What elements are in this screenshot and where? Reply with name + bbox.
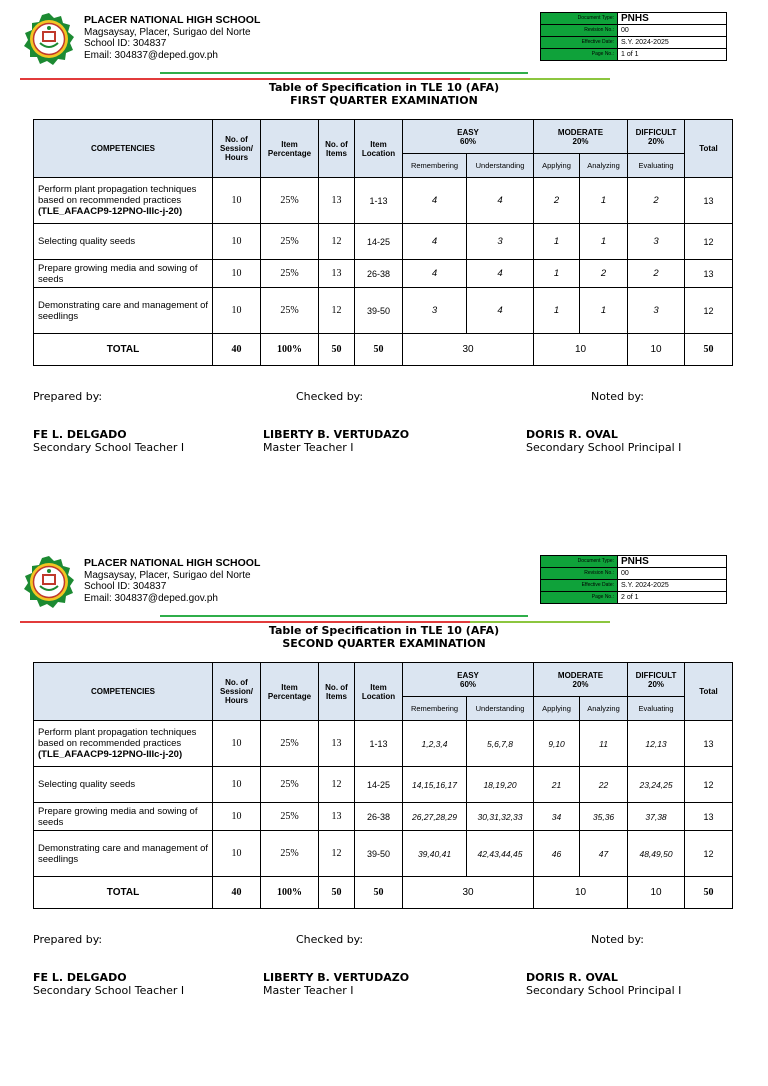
- total-sessions: 40: [213, 334, 261, 366]
- cell-understanding: 4: [467, 288, 534, 334]
- effective-date-label: Effective Date:: [541, 580, 618, 592]
- cell-items: 12: [319, 224, 355, 260]
- col-header-understanding: Understanding: [467, 154, 534, 178]
- total-grand: 50: [685, 877, 733, 909]
- total-location: 50: [355, 334, 403, 366]
- effective-date-value: S.Y. 2024-2025: [618, 37, 727, 49]
- document-type-value: PNHS: [618, 556, 727, 568]
- moderate-percent: 20%: [572, 136, 589, 146]
- cell-items: 12: [319, 288, 355, 334]
- moderate-label: MODERATE: [557, 670, 604, 680]
- moderate-label: MODERATE: [557, 127, 604, 137]
- document-info-table: [540, 12, 727, 61]
- easy-percent: 60%: [460, 136, 477, 146]
- cell-evaluating: 12,13: [628, 721, 685, 767]
- header-divider-red: [20, 78, 470, 80]
- school-header: [84, 15, 260, 61]
- col-header-applying: Applying: [534, 697, 580, 721]
- document-type-value: PNHS: [618, 13, 727, 25]
- col-header-difficult: [628, 120, 685, 154]
- cell-sessions: 10: [213, 767, 261, 803]
- cell-location: 14-25: [355, 767, 403, 803]
- noted-by-label: Noted by:: [591, 933, 644, 946]
- col-header-total: Total: [685, 663, 733, 721]
- cell-sessions: 10: [213, 224, 261, 260]
- cell-understanding: 30,31,32,33: [467, 803, 534, 831]
- cell-applying: 34: [534, 803, 580, 831]
- total-label: TOTAL: [34, 334, 213, 366]
- col-header-applying: Applying: [534, 154, 580, 178]
- noted-by-position: Secondary School Principal I: [526, 441, 682, 454]
- exam-subtitle: SECOND QUARTER EXAMINATION: [282, 637, 486, 650]
- cell-applying: 1: [534, 224, 580, 260]
- total-label: TOTAL: [34, 877, 213, 909]
- cell-total: 12: [685, 288, 733, 334]
- easy-label: EASY: [457, 127, 479, 137]
- revision-no-label: Revision No.:: [541, 568, 618, 580]
- cell-analyzing: 35,36: [580, 803, 628, 831]
- cell-understanding: 18,19,20: [467, 767, 534, 803]
- cell-total: 13: [685, 803, 733, 831]
- cell-location: 26-38: [355, 260, 403, 288]
- total-moderate: 10: [534, 334, 628, 366]
- col-header-no-items: No. of Items: [319, 120, 355, 178]
- competency-text: Perform plant propagation techniques based on recommended practices: [38, 184, 197, 206]
- competency-text: Selecting quality seeds: [38, 236, 136, 247]
- header-divider-lightgreen: [470, 78, 610, 80]
- competency-cell: [34, 178, 213, 224]
- cell-understanding: 3: [467, 224, 534, 260]
- page-no-value: 1 of 1: [618, 49, 727, 61]
- competency-rows: [34, 721, 733, 877]
- revision-no-value: 00: [618, 568, 727, 580]
- noted-by-position: Secondary School Principal I: [526, 984, 682, 997]
- cell-items: 12: [319, 767, 355, 803]
- table-row: [34, 721, 733, 767]
- document-type-label: Document Type:: [541, 13, 618, 25]
- total-row: [34, 334, 733, 366]
- table-row: [34, 224, 733, 260]
- col-header-evaluating: Evaluating: [628, 697, 685, 721]
- col-header-competencies: COMPETENCIES: [34, 663, 213, 721]
- competency-text: Prepare growing media and sowing of seeds: [38, 805, 198, 828]
- cell-location: 14-25: [355, 224, 403, 260]
- cell-evaluating: 37,38: [628, 803, 685, 831]
- competency-text: Demonstrating care and management of seedlings: [38, 842, 209, 865]
- table-row: [34, 178, 733, 224]
- cell-analyzing: 22: [580, 767, 628, 803]
- competency-cell: [34, 831, 213, 877]
- cell-analyzing: 47: [580, 831, 628, 877]
- cell-understanding: 4: [467, 260, 534, 288]
- checked-by-name: LIBERTY B. VERTUDAZO: [263, 971, 410, 984]
- cell-sessions: 10: [213, 803, 261, 831]
- noted-by-name: DORIS R. OVAL: [526, 428, 618, 441]
- col-header-item-percentage: Item Percentage: [261, 120, 319, 178]
- table-title: Table of Specification in TLE 10 (AFA): [268, 81, 500, 94]
- cell-sessions: 10: [213, 831, 261, 877]
- cell-pct: 25%: [261, 831, 319, 877]
- cell-sessions: 10: [213, 721, 261, 767]
- cell-pct: 25%: [261, 178, 319, 224]
- noted-by-label: Noted by:: [591, 390, 644, 403]
- total-percentage: 100%: [261, 877, 319, 909]
- revision-no-value: 00: [618, 25, 727, 37]
- cell-sessions: 10: [213, 178, 261, 224]
- prepared-by-name: FE L. DELGADO: [33, 428, 127, 441]
- total-items: 50: [319, 334, 355, 366]
- moderate-percent: 20%: [572, 679, 589, 689]
- cell-location: 26-38: [355, 803, 403, 831]
- difficult-label: DIFFICULT: [635, 127, 677, 137]
- effective-date-label: Effective Date:: [541, 37, 618, 49]
- table-title: Table of Specification in TLE 10 (AFA): [268, 624, 500, 637]
- cell-total: 12: [685, 224, 733, 260]
- checked-by-position: Master Teacher I: [263, 984, 354, 997]
- cell-applying: 2: [534, 178, 580, 224]
- difficult-label: DIFFICULT: [635, 670, 677, 680]
- cell-total: 12: [685, 831, 733, 877]
- col-header-moderate: [534, 663, 628, 697]
- cell-remembering: 4: [403, 224, 467, 260]
- tos-page: [0, 543, 768, 1086]
- col-header-remembering: Remembering: [403, 154, 467, 178]
- cell-location: 1-13: [355, 721, 403, 767]
- specification-table: [33, 662, 733, 909]
- school-header: [84, 558, 260, 604]
- cell-remembering: 4: [403, 260, 467, 288]
- table-row: [34, 803, 733, 831]
- cell-sessions: 10: [213, 288, 261, 334]
- col-header-no-items: No. of Items: [319, 663, 355, 721]
- cell-total: 13: [685, 178, 733, 224]
- cell-understanding: 42,43,44,45: [467, 831, 534, 877]
- page-no-label: Page No.:: [541, 49, 618, 61]
- col-header-sessions: No. of Session/ Hours: [213, 120, 261, 178]
- col-header-item-location: Item Location: [355, 663, 403, 721]
- noted-by-name: DORIS R. OVAL: [526, 971, 618, 984]
- cell-evaluating: 3: [628, 224, 685, 260]
- checked-by-name: LIBERTY B. VERTUDAZO: [263, 428, 410, 441]
- cell-understanding: 5,6,7,8: [467, 721, 534, 767]
- total-items: 50: [319, 877, 355, 909]
- competency-text: Demonstrating care and management of seedlings: [38, 299, 209, 322]
- cell-remembering: 1,2,3,4: [403, 721, 467, 767]
- school-email: Email: 304837@deped.gov.ph: [84, 49, 218, 61]
- cell-items: 12: [319, 831, 355, 877]
- school-address: Magsaysay, Placer, Surigao del Norte: [84, 569, 251, 581]
- school-seal-logo: [22, 555, 76, 609]
- document-type-label: Document Type:: [541, 556, 618, 568]
- cell-remembering: 26,27,28,29: [403, 803, 467, 831]
- cell-analyzing: 1: [580, 178, 628, 224]
- school-email: Email: 304837@deped.gov.ph: [84, 592, 218, 604]
- col-header-total: Total: [685, 120, 733, 178]
- cell-remembering: 14,15,16,17: [403, 767, 467, 803]
- cell-pct: 25%: [261, 260, 319, 288]
- cell-pct: 25%: [261, 767, 319, 803]
- cell-location: 39-50: [355, 288, 403, 334]
- cell-items: 13: [319, 260, 355, 288]
- specification-table: [33, 119, 733, 366]
- cell-analyzing: 11: [580, 721, 628, 767]
- cell-applying: 9,10: [534, 721, 580, 767]
- cell-total: 13: [685, 260, 733, 288]
- page-no-label: Page No.:: [541, 592, 618, 604]
- cell-remembering: 4: [403, 178, 467, 224]
- cell-evaluating: 23,24,25: [628, 767, 685, 803]
- header-divider-lightgreen: [470, 621, 610, 623]
- competency-text: Perform plant propagation techniques based on recommended practices: [38, 727, 197, 749]
- easy-label: EASY: [457, 670, 479, 680]
- prepared-by-label: Prepared by:: [33, 390, 103, 403]
- col-header-moderate: [534, 120, 628, 154]
- cell-location: 1-13: [355, 178, 403, 224]
- cell-applying: 46: [534, 831, 580, 877]
- revision-no-label: Revision No.:: [541, 25, 618, 37]
- col-header-evaluating: Evaluating: [628, 154, 685, 178]
- effective-date-value: S.Y. 2024-2025: [618, 580, 727, 592]
- prepared-by-label: Prepared by:: [33, 933, 103, 946]
- school-address: Magsaysay, Placer, Surigao del Norte: [84, 26, 251, 38]
- col-header-item-location: Item Location: [355, 120, 403, 178]
- cell-total: 12: [685, 767, 733, 803]
- prepared-by-position: Secondary School Teacher I: [33, 441, 185, 454]
- table-row: [34, 260, 733, 288]
- table-row: [34, 288, 733, 334]
- cell-evaluating: 48,49,50: [628, 831, 685, 877]
- cell-applying: 21: [534, 767, 580, 803]
- total-percentage: 100%: [261, 334, 319, 366]
- competency-code: (TLE_AFAACP9-12PNO-IIIc-j-20): [38, 749, 183, 760]
- competency-cell: [34, 260, 213, 288]
- col-header-difficult: [628, 663, 685, 697]
- cell-evaluating: 3: [628, 288, 685, 334]
- difficult-percent: 20%: [648, 679, 665, 689]
- total-moderate: 10: [534, 877, 628, 909]
- col-header-understanding: Understanding: [467, 697, 534, 721]
- school-id: School ID: 304837: [84, 581, 167, 592]
- checked-by-label: Checked by:: [296, 933, 364, 946]
- cell-evaluating: 2: [628, 260, 685, 288]
- total-sessions: 40: [213, 877, 261, 909]
- col-header-easy: [403, 663, 534, 697]
- cell-items: 13: [319, 721, 355, 767]
- cell-analyzing: 1: [580, 224, 628, 260]
- cell-applying: 1: [534, 288, 580, 334]
- school-name: PLACER NATIONAL HIGH SCHOOL: [84, 14, 261, 26]
- cell-remembering: 39,40,41: [403, 831, 467, 877]
- cell-analyzing: 1: [580, 288, 628, 334]
- cell-applying: 1: [534, 260, 580, 288]
- prepared-by-name: FE L. DELGADO: [33, 971, 127, 984]
- easy-percent: 60%: [460, 679, 477, 689]
- school-name: PLACER NATIONAL HIGH SCHOOL: [84, 557, 261, 569]
- total-easy: 30: [403, 877, 534, 909]
- total-grand: 50: [685, 334, 733, 366]
- competency-cell: [34, 721, 213, 767]
- table-row: [34, 767, 733, 803]
- competency-code: (TLE_AFAACP9-12PNO-IIIc-j-20): [38, 206, 183, 217]
- cell-pct: 25%: [261, 721, 319, 767]
- competency-text: Prepare growing media and sowing of seeds: [38, 262, 198, 285]
- competency-text: Selecting quality seeds: [38, 779, 136, 790]
- competency-cell: [34, 767, 213, 803]
- prepared-by-position: Secondary School Teacher I: [33, 984, 185, 997]
- cell-sessions: 10: [213, 260, 261, 288]
- col-header-remembering: Remembering: [403, 697, 467, 721]
- col-header-analyzing: Analyzing: [580, 697, 628, 721]
- difficult-percent: 20%: [648, 136, 665, 146]
- cell-pct: 25%: [261, 288, 319, 334]
- cell-items: 13: [319, 803, 355, 831]
- col-header-analyzing: Analyzing: [580, 154, 628, 178]
- cell-pct: 25%: [261, 224, 319, 260]
- checked-by-position: Master Teacher I: [263, 441, 354, 454]
- competency-cell: [34, 288, 213, 334]
- exam-subtitle: FIRST QUARTER EXAMINATION: [290, 94, 478, 107]
- total-location: 50: [355, 877, 403, 909]
- school-seal-logo: [22, 12, 76, 66]
- col-header-competencies: COMPETENCIES: [34, 120, 213, 178]
- checked-by-label: Checked by:: [296, 390, 364, 403]
- total-easy: 30: [403, 334, 534, 366]
- document-info-table: [540, 555, 727, 604]
- table-row: [34, 831, 733, 877]
- page-no-value: 2 of 1: [618, 592, 727, 604]
- cell-evaluating: 2: [628, 178, 685, 224]
- header-divider-red: [20, 621, 470, 623]
- header-divider-green: [160, 72, 528, 74]
- competency-cell: [34, 803, 213, 831]
- competency-rows: [34, 178, 733, 334]
- cell-pct: 25%: [261, 803, 319, 831]
- cell-items: 13: [319, 178, 355, 224]
- total-difficult: 10: [628, 877, 685, 909]
- col-header-sessions: No. of Session/ Hours: [213, 663, 261, 721]
- cell-remembering: 3: [403, 288, 467, 334]
- competency-cell: [34, 224, 213, 260]
- total-row: [34, 877, 733, 909]
- cell-total: 13: [685, 721, 733, 767]
- col-header-easy: [403, 120, 534, 154]
- cell-location: 39-50: [355, 831, 403, 877]
- header-divider-green: [160, 615, 528, 617]
- school-id: School ID: 304837: [84, 38, 167, 49]
- cell-analyzing: 2: [580, 260, 628, 288]
- total-difficult: 10: [628, 334, 685, 366]
- col-header-item-percentage: Item Percentage: [261, 663, 319, 721]
- cell-understanding: 4: [467, 178, 534, 224]
